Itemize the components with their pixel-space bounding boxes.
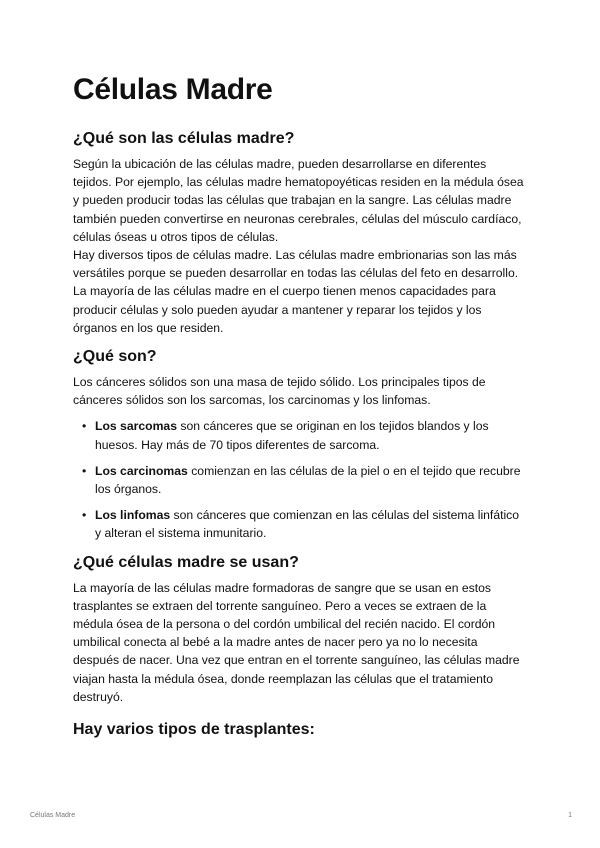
list-item-text: comienzan en las células de la piel o en el tejido que recubre los órganos. (95, 463, 521, 497)
bullet-icon: • (82, 419, 87, 434)
section-heading-que-son: ¿Qué son? (73, 348, 157, 366)
section-heading-tipos-de-trasplantes: Hay varios tipos de trasplantes: (73, 721, 315, 739)
paragraph (73, 155, 525, 337)
document-page (73, 72, 525, 746)
paragraph-text: Según la ubicación de las células madre, pueden desarrollarse en diferentes tejidos. Por ejemplo, las células madre hematopoyéticas residen en la médula ósea y pueden producir todas las células que trabajan en la sangre. Las células madre también pueden convertirse en neuronas cerebrales, células del músculo cardíaco, células óseas u otros tipos de células. (73, 157, 524, 244)
list-item (82, 462, 525, 498)
section-heading-que-celulas-madre-se-usan: ¿Qué células madre se usan? (73, 553, 299, 571)
list-item-term: Los sarcomas (95, 419, 177, 434)
list-item-text: son cánceres que se originan en los tejidos blandos y los huesos. Hay más de 70 tipos diferentes de sarcoma. (95, 419, 489, 452)
list-item (82, 417, 525, 453)
list-item-term: Los carcinomas (95, 463, 188, 478)
paragraph-text: Hay diversos tipos de células madre. Las células madre embrionarias son las más versátiles porque se pueden desarrollar en todas las células del feto en desarrollo. La mayoría de las células madre en el cuerpo tienen menos capacidades para producir células y solo pueden ayudar a mantener y reparar los tejidos y los órganos en los que residen. (73, 248, 519, 335)
list-item-text: son cánceres que comienzan en las células del sistema linfático y alteran el sistema inmunitario. (95, 508, 520, 541)
section-heading-que-son-celulas-madre: ¿Qué son las células madre? (73, 130, 295, 147)
paragraph: Los cánceres sólidos son una masa de tejido sólido. Los principales tipos de cánceres sólidos son los sarcomas, los carcinomas y los linfomas. (73, 375, 486, 408)
footer-title: Células Madre (30, 812, 76, 819)
page-number: 1 (568, 812, 572, 819)
bullet-icon: • (82, 508, 87, 523)
cancer-types-list (73, 417, 525, 542)
bullet-icon: • (82, 463, 87, 478)
page-title: Células Madre (73, 73, 273, 106)
list-item-term: Los linfomas (95, 508, 171, 523)
paragraph: La mayoría de las células madre formadoras de sangre que se usan en estos trasplantes se extraen del torrente sanguíneo. Pero a veces se extraen de la médula ósea de la persona o del cordón umbilical del recién nacido. El cordón umbilical conecta al bebé a la madre antes de nacer pero ya no lo necesita después de nacer. Una vez que entran en el torrente sanguíneo, las células madre viajan hasta la médula ósea, donde reemplazan las células que el tratamiento destruyó. (73, 580, 520, 704)
list-item (82, 506, 525, 542)
